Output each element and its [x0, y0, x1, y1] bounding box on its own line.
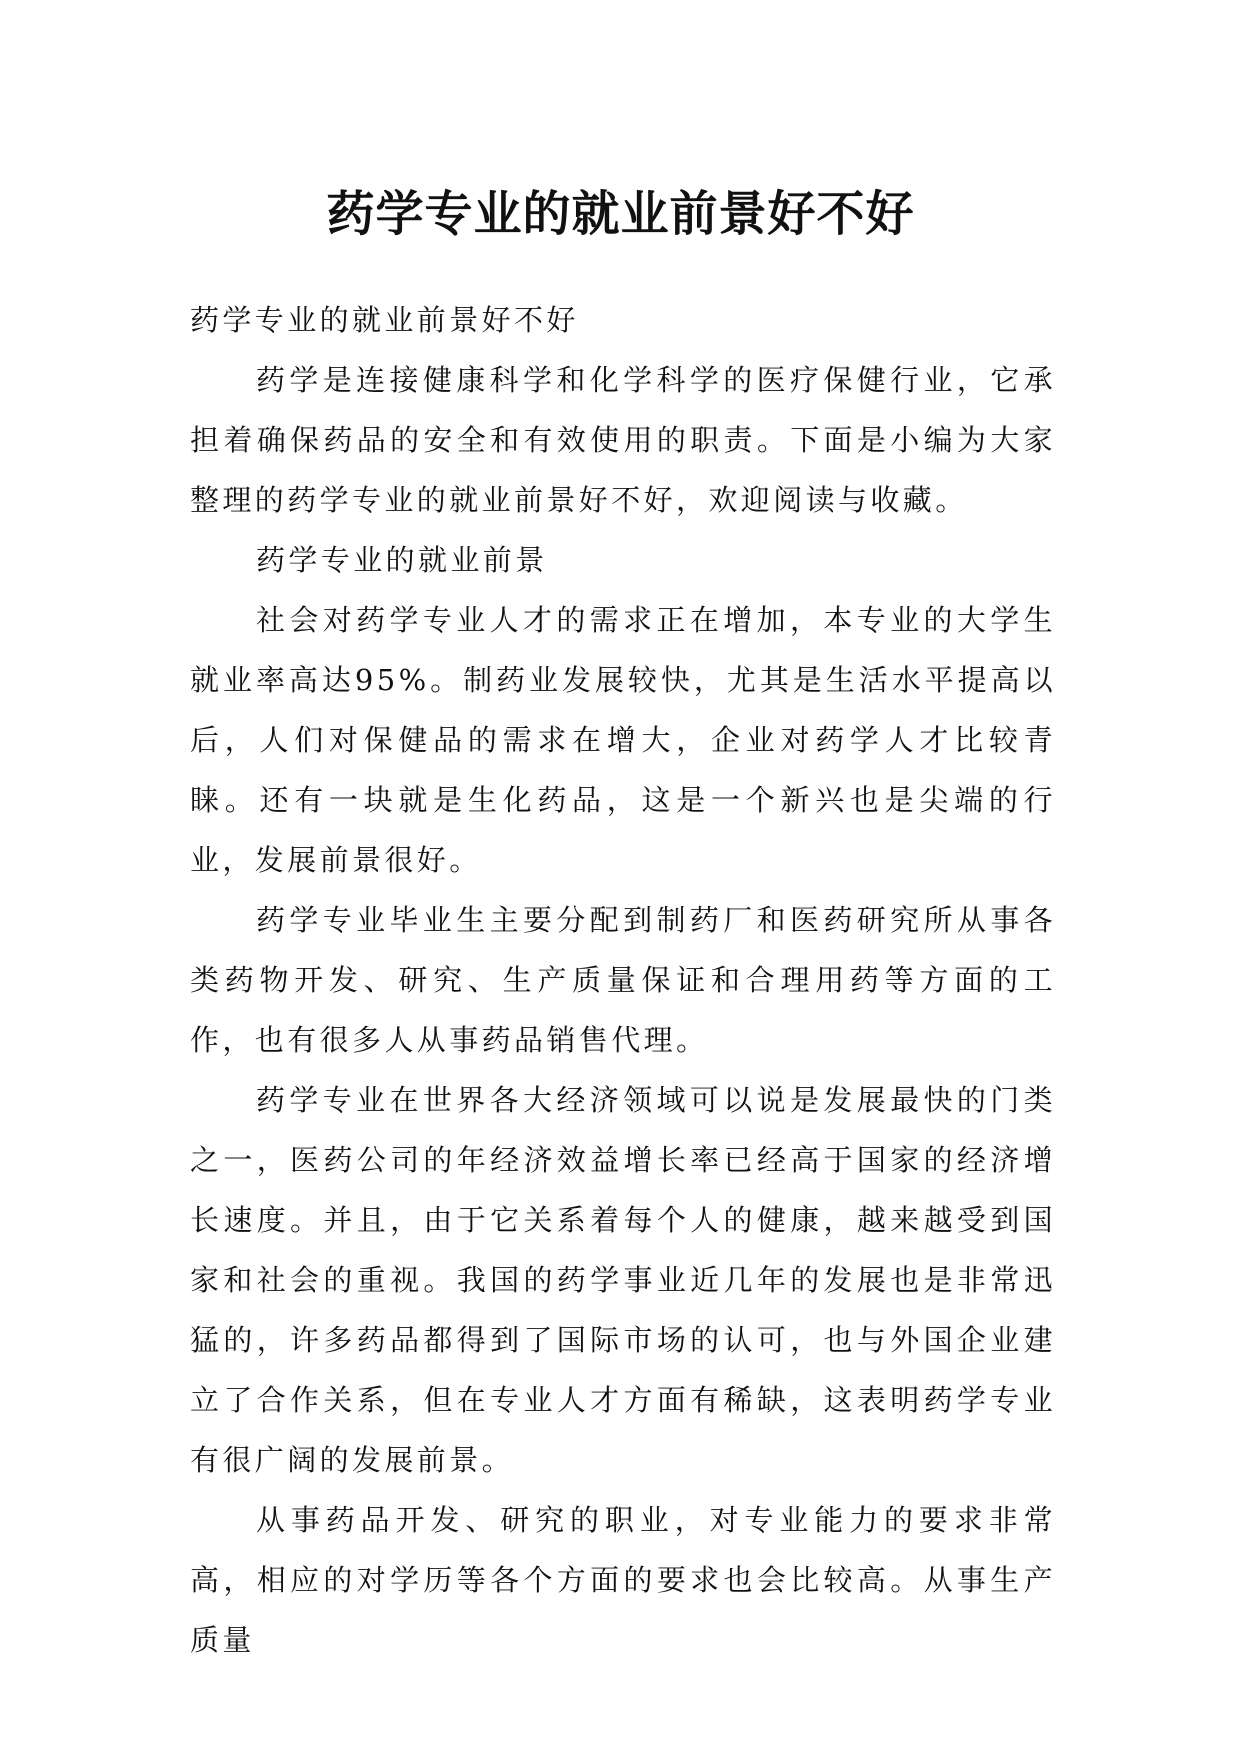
section-heading: 药学专业的就业前景 — [256, 543, 548, 577]
body-paragraph: 从事药品开发、研究的职业，对专业能力的要求非常高，相应的对学历等各个方面的要求也会比较高。从事生产质量 — [190, 1503, 1056, 1657]
body-paragraph: 药学专业在世界各大经济领域可以说是发展最快的门类之一，医药公司的年经济效益增长率已经高于国家的经济增长速度。并且，由于它关系着每个人的健康，越来越受到国家和社会的重视。我国的药学事业近几年的发展也是非常迅猛的，许多药品都得到了国际市场的认可，也与外国企业建立了合作关系，但在专业人才方面有稀缺，这表明药学专业有很广阔的发展前景。 — [190, 1083, 1056, 1477]
body-paragraph: 社会对药学专业人才的需求正在增加，本专业的大学生就业率高达95%。制药业发展较快，尤其是生活水平提高以后，人们对保健品的需求在增大，企业对药学人才比较青睐。还有一块就是生化药品，这是一个新兴也是尖端的行业，发展前景很好。 — [190, 603, 1056, 877]
body-paragraph: 药学专业毕业生主要分配到制药厂和医药研究所从事各类药物开发、研究、生产质量保证和合理用药等方面的工作，也有很多人从事药品销售代理。 — [190, 903, 1056, 1057]
subtitle-paragraph: 药学专业的就业前景好不好 — [190, 303, 579, 337]
document-body — [190, 290, 1056, 1670]
document-title: 药学专业的就业前景好不好 — [326, 186, 915, 243]
intro-paragraph: 药学是连接健康科学和化学科学的医疗保健行业，它承担着确保药品的安全和有效使用的职责。下面是小编为大家整理的药学专业的就业前景好不好，欢迎阅读与收藏。 — [190, 363, 1056, 517]
